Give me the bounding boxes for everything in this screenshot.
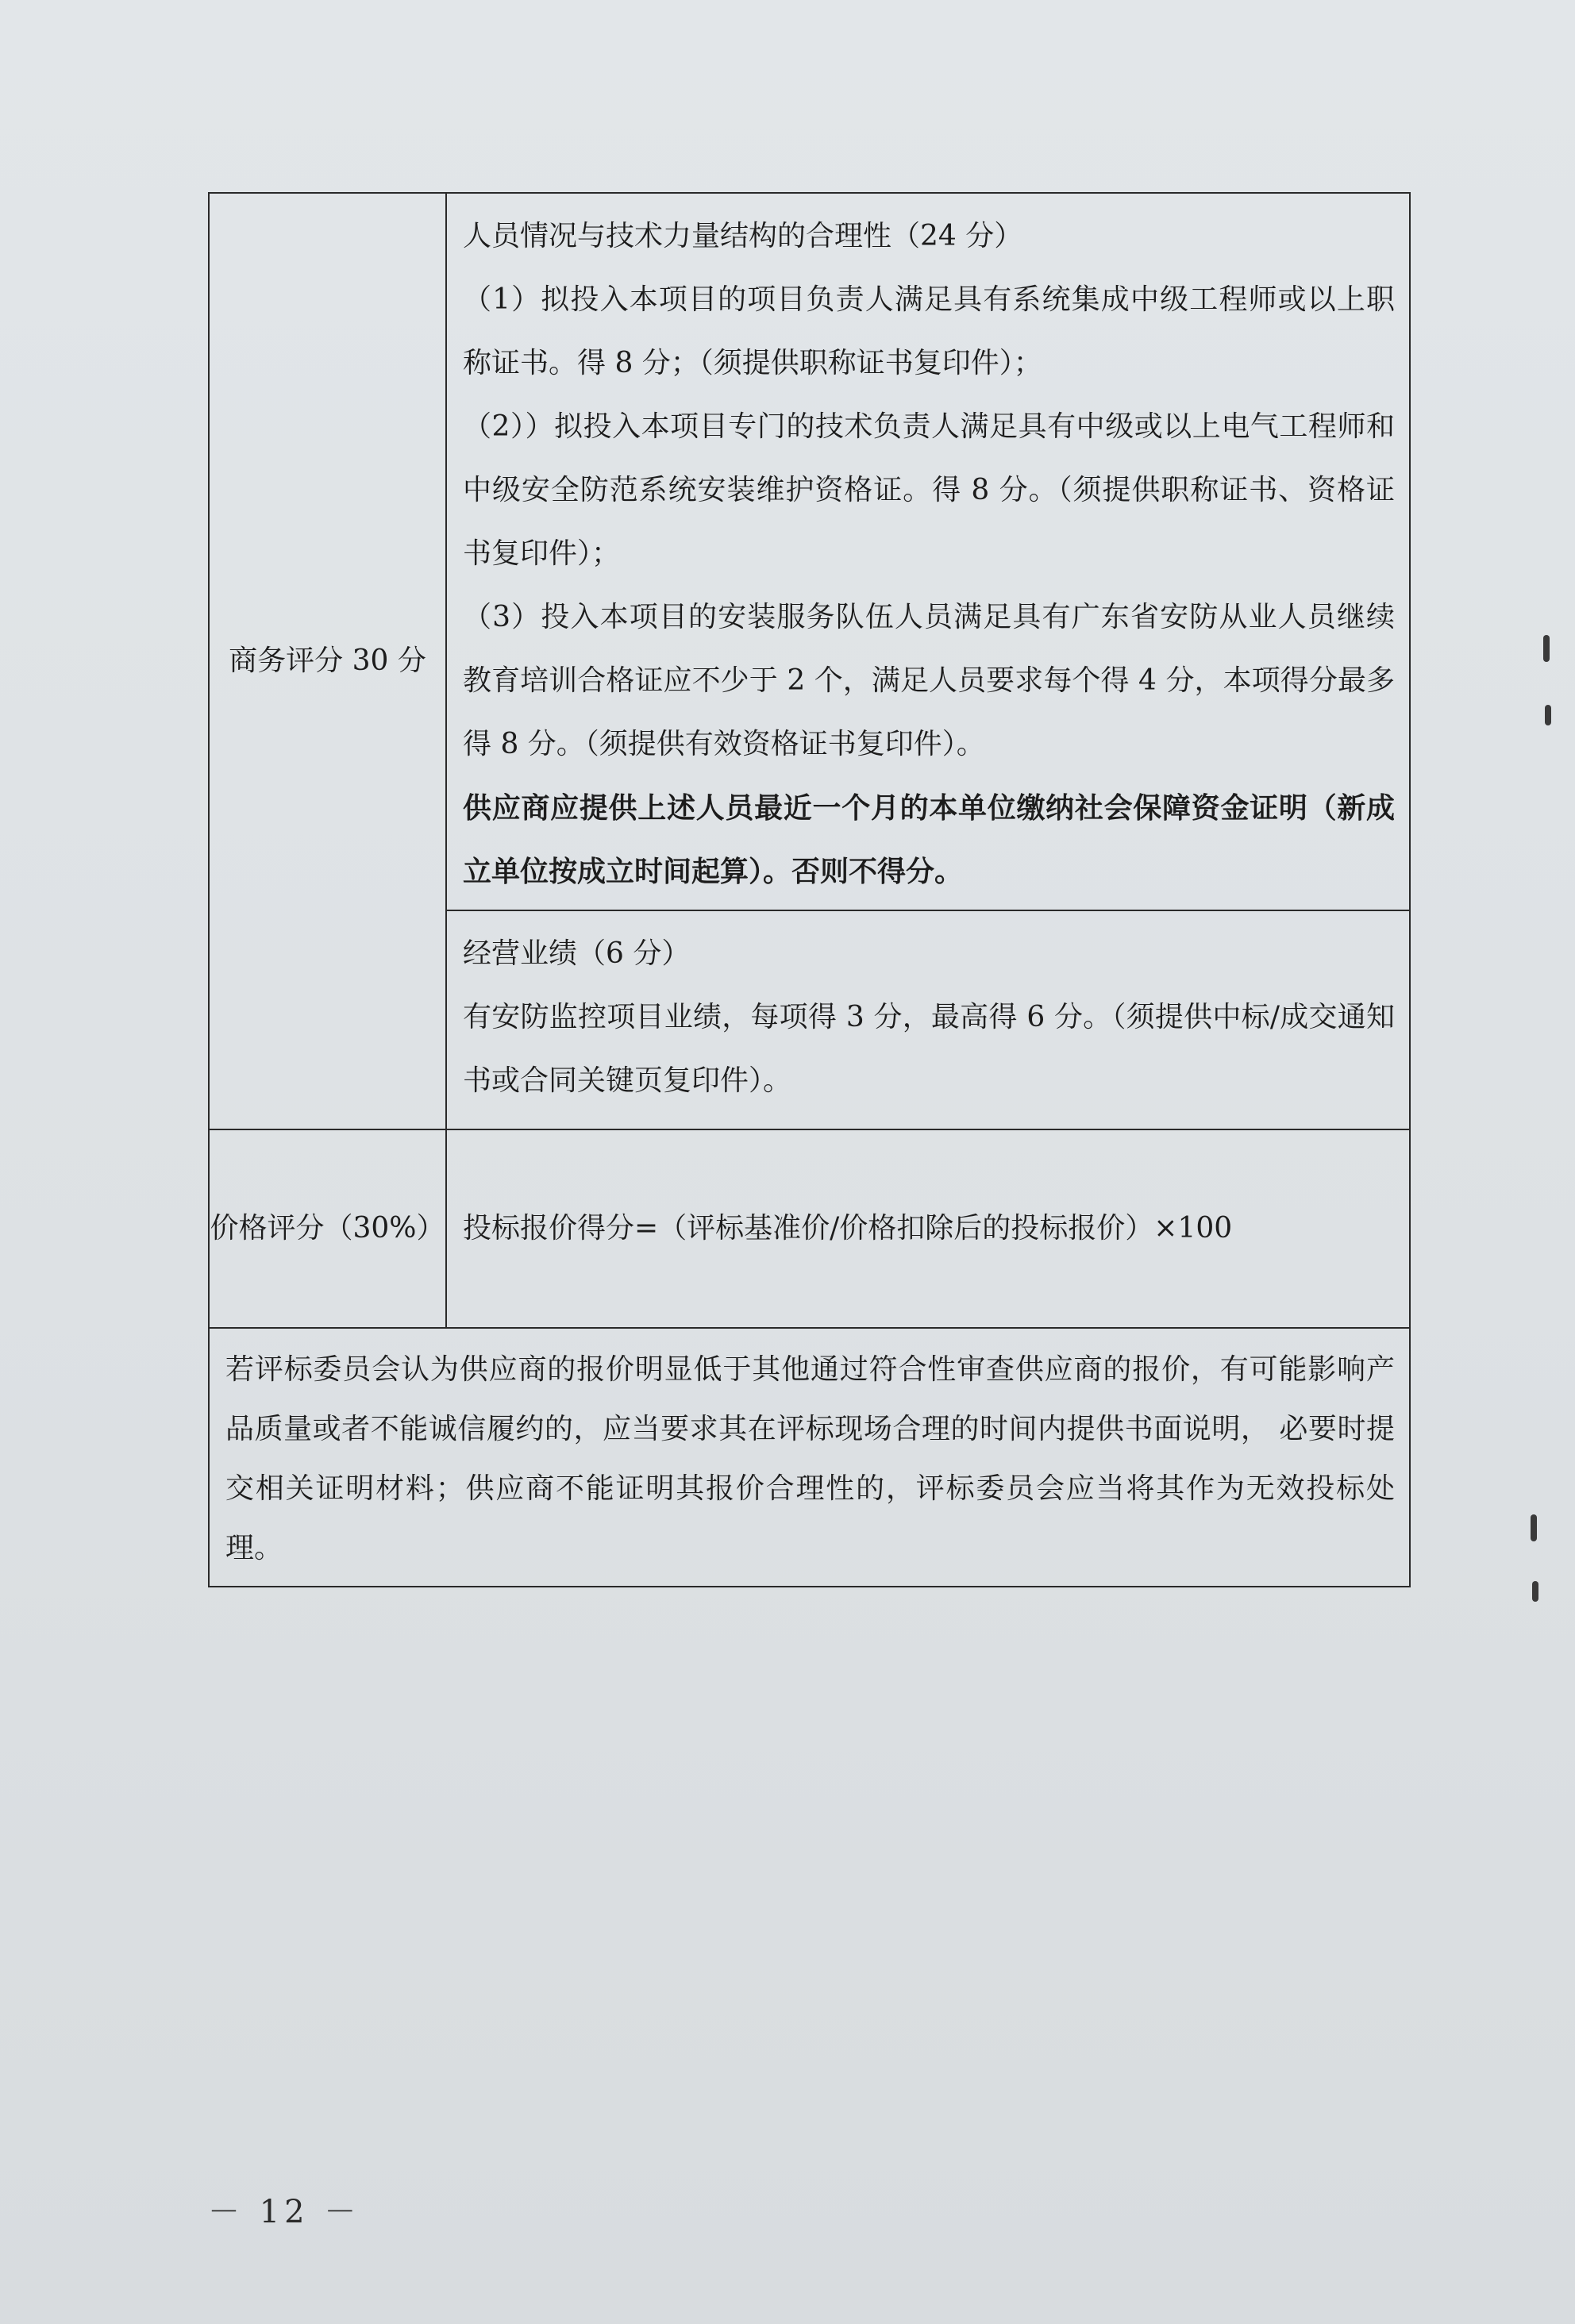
scan-mark xyxy=(1532,1581,1538,1602)
personnel-item-1: （1）拟投入本项目的项目负责人满足具有系统集成中级工程师或以上职称证书。得 8 分；（须提供职称证书复印件）； xyxy=(463,283,1395,379)
price-formula: 投标报价得分=（评标基准价/价格扣除后的投标报价）×100 xyxy=(446,1129,1410,1328)
page-number: － 12 － xyxy=(208,2194,361,2230)
personnel-item-3: （3）投入本项目的安装服务队伍人员满足具有广东省安防从业人员继续教育培训合格证应不少于 2 个，满足人员要求每个得 4 分，本项得分最多得 8 分。（须提供有效资格证书复印件）。 xyxy=(463,601,1395,760)
personnel-criteria-cell xyxy=(446,193,1410,910)
scoring-table xyxy=(208,192,1411,1587)
personnel-item-2: （2））拟投入本项目专门的技术负责人满足具有中级或以上电气工程师和中级安全防范系统安装维护资格证。得 8 分。（须提供职称证书、资格证书复印件）； xyxy=(463,410,1395,570)
scan-mark xyxy=(1531,1514,1537,1541)
performance-title: 经营业绩（6 分） xyxy=(463,937,691,970)
abnormal-low-price-note: 若评标委员会认为供应商的报价明显低于其他通过符合性审查供应商的报价，有可能影响产品质量或者不能诚信履约的，应当要求其在评标现场合理的时间内提供书面说明， 必要时提交相关证明材料；供应商不能证明其报价合理性的，评标委员会应当将其作为无效投标处理。 xyxy=(209,1328,1410,1587)
table-row xyxy=(209,1328,1410,1587)
commerce-score-label: 商务评分 30 分 xyxy=(209,193,446,1129)
scan-mark xyxy=(1543,635,1550,662)
table-row xyxy=(209,1129,1410,1328)
personnel-title: 人员情况与技术力量结构的合理性（24 分） xyxy=(463,220,1023,252)
performance-criteria-cell xyxy=(446,910,1410,1129)
scan-mark xyxy=(1545,705,1551,725)
price-score-label: 价格评分（30%） xyxy=(209,1129,446,1328)
performance-text: 有安防监控项目业绩，每项得 3 分，最高得 6 分。（须提供中标/成交通知书或合同关键页复印件）。 xyxy=(463,1001,1395,1097)
personnel-social-security-note: 供应商应提供上述人员最近一个月的本单位缴纳社会保障资金证明（新成立单位按成立时间起算）。否则不得分。 xyxy=(463,791,1395,888)
table-row xyxy=(209,193,1410,910)
